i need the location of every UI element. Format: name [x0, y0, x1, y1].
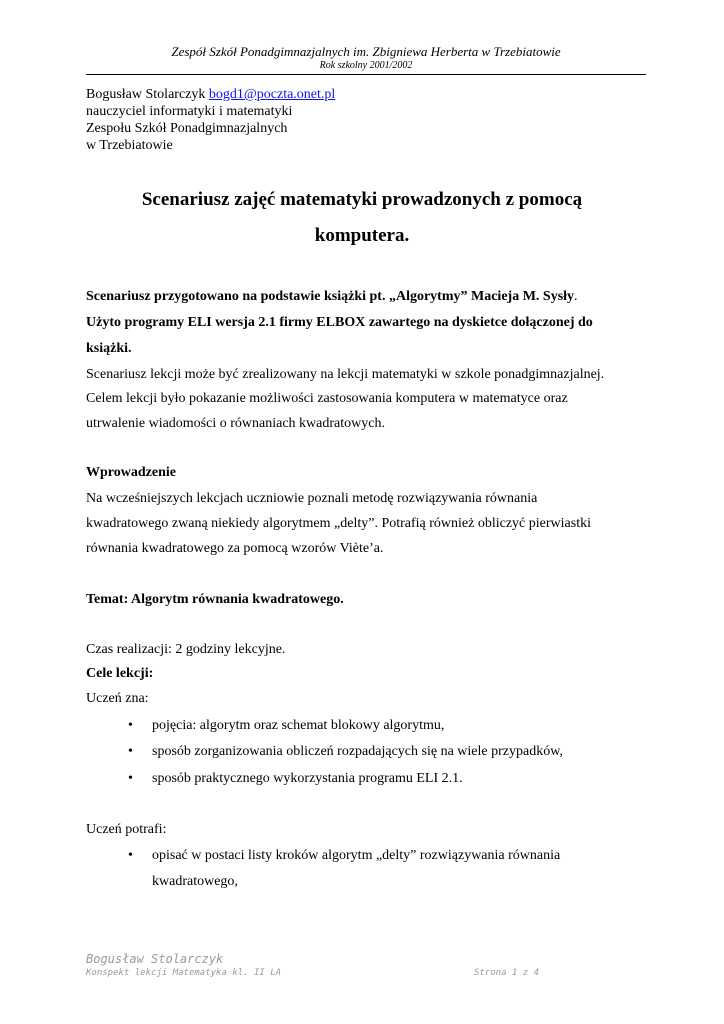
intro-text-line-1: Scenariusz lekcji może być zrealizowany na lekcji matematyki w szkole ponadgimnazjalnej.	[86, 367, 605, 382]
intro-text-line-2: Celem lekcji było pokazanie możliwości zastosowania komputera w matematyce oraz	[86, 391, 568, 406]
author-email-link[interactable]: bogd1@poczta.onet.pl	[208, 87, 336, 102]
list-item-line-1: opisać w postaci listy kroków algorytm „delty” rozwiązywania równania	[152, 848, 561, 863]
lesson-topic: Temat: Algorytm równania kwadratowego.	[86, 592, 344, 607]
uczen-zna-label: Uczeń zna:	[86, 691, 149, 706]
bullet-icon: •	[128, 744, 133, 759]
footer-page-number: Strona 1 z 4	[474, 968, 540, 978]
intro-programs-line-1: Użyto programy ELI wersja 2.1 firmy ELBOX zawartego na dyskietce dołączonej do	[86, 315, 593, 330]
footer-subtitle: Konspekt lekcji Matematyka kl. II LA	[86, 968, 282, 978]
section-heading-cele: Cele lekcji:	[86, 666, 154, 681]
intro-source-end: .	[574, 289, 578, 304]
lesson-duration: Czas realizacji: 2 godziny lekcyjne.	[86, 642, 286, 657]
section-heading-wprowadzenie: Wprowadzenie	[86, 465, 176, 480]
header-school: Zespół Szkół Ponadgimnazjalnych im. Zbigniewa Herberta w Trzebiatowie	[171, 44, 561, 59]
bullet-icon: •	[128, 771, 133, 786]
wprowadzenie-line-1: Na wcześniejszych lekcjach uczniowie poznali metodę rozwiązywania równania	[86, 491, 538, 506]
author-name: Bogusław Stolarczyk	[86, 87, 209, 102]
author-name-line	[86, 86, 335, 103]
header-year: Rok szkolny 2001/2002	[319, 60, 413, 71]
intro-line-1	[86, 288, 578, 305]
uczen-potrafi-label: Uczeń potrafi:	[86, 822, 167, 837]
author-line-2: Zespołu Szkół Ponadgimnazjalnych	[86, 121, 288, 136]
author-line-1: nauczyciel informatyki i matematyki	[86, 104, 293, 119]
wprowadzenie-line-3: równania kwadratowego za pomocą wzorów Viète’a.	[86, 541, 384, 556]
wprowadzenie-line-2: kwadratowego zwaną niekiedy algorytmem „delty”. Potrafią również obliczyć pierwiastki	[86, 516, 591, 531]
header-divider	[86, 74, 646, 75]
bullet-icon: •	[128, 718, 133, 733]
document-title-line-2: komputera.	[314, 225, 410, 246]
list-item: sposób praktycznego wykorzystania programu ELI 2.1.	[152, 771, 463, 786]
document-title-line-1: Scenariusz zajęć matematyki prowadzonych z pomocą	[141, 189, 583, 210]
list-item: pojęcia: algorytm oraz schemat blokowy algorytmu,	[152, 718, 445, 733]
intro-text-line-3: utrwalenie wiadomości o równaniach kwadratowych.	[86, 416, 385, 431]
list-item-line-2: kwadratowego,	[152, 874, 238, 889]
footer-author: Bogusław Stolarczyk	[86, 952, 224, 966]
intro-source-bold: Scenariusz przygotowano na podstawie książki pt. „Algorytmy” Macieja M. Sysły	[86, 289, 575, 304]
list-item: sposób zorganizowania obliczeń rozpadających się na wiele przypadków,	[152, 744, 563, 759]
author-block	[86, 86, 335, 154]
bullet-icon: •	[128, 848, 133, 863]
intro-programs-line-2: książki.	[86, 341, 132, 356]
author-line-3: w Trzebiatowie	[86, 138, 173, 153]
